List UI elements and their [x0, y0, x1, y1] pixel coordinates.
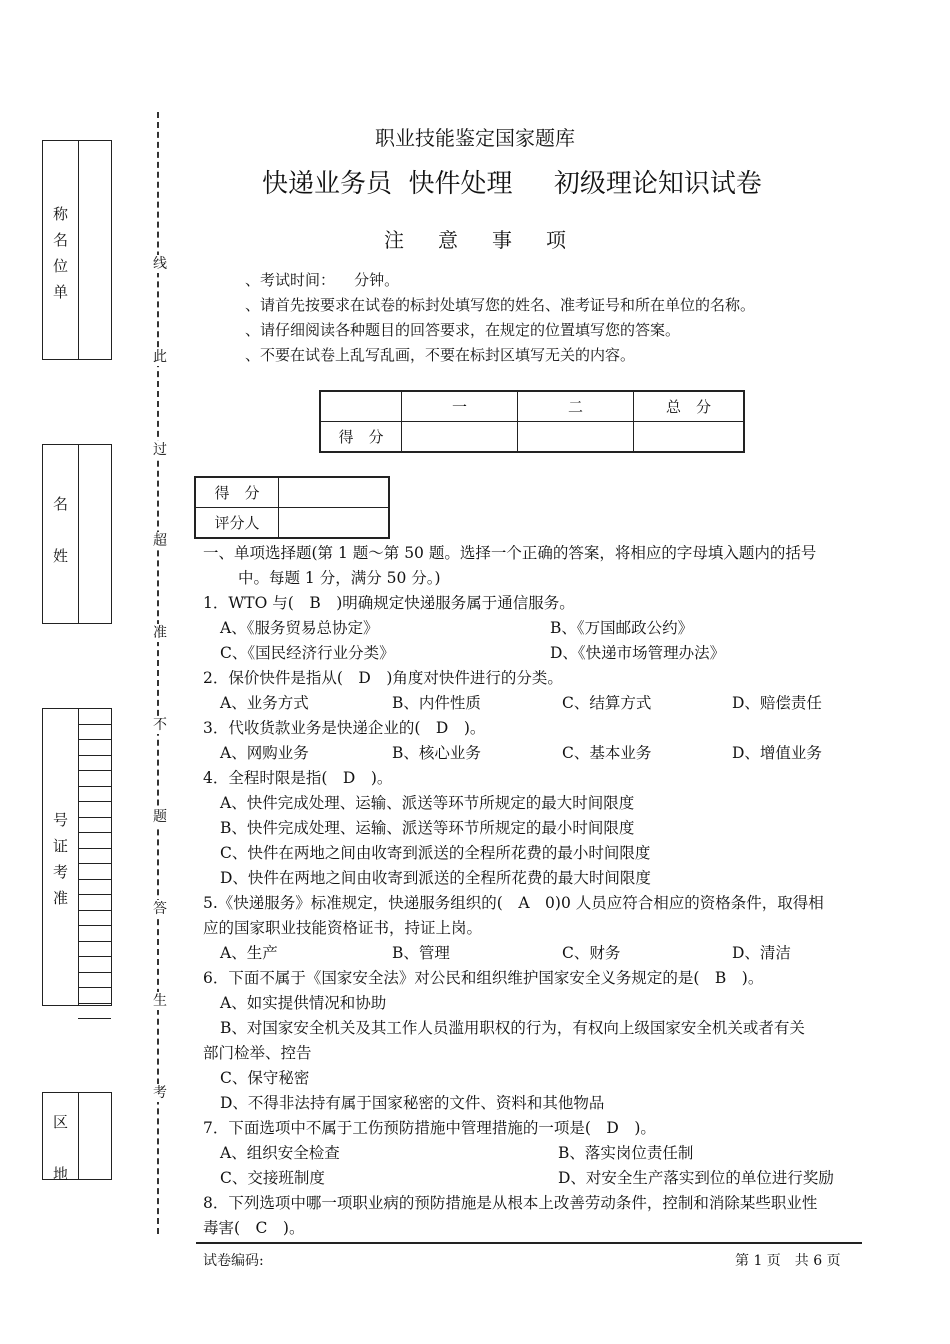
cut-char: 超 — [150, 532, 170, 550]
score-header — [320, 391, 402, 422]
option: A、《服务贸易总协定》 — [220, 619, 379, 637]
option: A、网购业务 — [220, 744, 309, 762]
cut-char: 不 — [150, 716, 170, 734]
option: C、结算方式 — [562, 694, 652, 712]
footer-rule — [196, 1242, 862, 1244]
score-cell[interactable] — [518, 422, 634, 453]
region-box[interactable] — [42, 1092, 112, 1183]
question-stem: 8．下列选项中哪一项职业病的预防措施是从根本上改善劳动条件，控制和消除某些职业性 — [203, 1194, 818, 1212]
option: C、基本业务 — [562, 744, 652, 762]
grader-cell[interactable] — [279, 508, 390, 539]
unit-name-label: 称 名 位 单 — [52, 205, 68, 301]
option: B、《万国邮政公约》 — [550, 619, 694, 637]
cut-char: 题 — [150, 808, 170, 826]
paper-title: 快递业务员 快件处理 初级理论知识试卷 — [262, 169, 762, 199]
score-header: 一 — [402, 391, 518, 422]
question-stem: 6．下面不属于《国家安全法》对公民和组织维护国家安全义务规定的是( B )。 — [203, 969, 764, 987]
cut-char: 考 — [150, 1084, 170, 1102]
question-stem: 4．全程时限是指( D )。 — [203, 769, 393, 787]
option: A、快件完成处理、运输、派送等环节所规定的最大时间限度 — [220, 794, 635, 812]
notice-item: 、请首先按要求在试卷的标封处填写您的姓名、准考证号和所在单位的名称。 — [245, 296, 756, 314]
option: C、《国民经济行业分类》 — [220, 644, 395, 662]
option: B、内件性质 — [392, 694, 481, 712]
question-stem: 5.《快递服务》标准规定，快递服务组织的( A 0)0 人员应符合相应的资格条件，取得相 — [203, 894, 824, 912]
grader-label: 评分人 — [195, 508, 279, 539]
question-stem: 7．下面选项中不属于工伤预防措施中管理措施的一项是( D )。 — [203, 1119, 656, 1137]
score-table — [319, 390, 745, 453]
grader-table — [194, 476, 390, 539]
option: D、清洁 — [732, 944, 791, 962]
option: D、增值业务 — [732, 744, 822, 762]
name-label: 名 姓 — [52, 495, 68, 565]
section-heading: 一、单项选择题(第 1 题～第 50 题。选择一个正确的答案，将相应的字母填入题内的括号 — [203, 544, 817, 562]
cut-char: 此 — [150, 348, 170, 366]
cut-char: 线 — [150, 255, 170, 273]
cut-char: 生 — [150, 992, 170, 1010]
option: A、如实提供情况和协助 — [220, 994, 387, 1012]
option: D、《快递市场管理办法》 — [550, 644, 726, 662]
notice-item: 、请仔细阅读各种题目的回答要求，在规定的位置填写您的答案。 — [245, 321, 681, 339]
exam-id-label: 号 证 考 准 — [52, 811, 68, 907]
question-stem: 2．保价快件是指从( D )角度对快件进行的分类。 — [203, 669, 563, 687]
option: C、保守秘密 — [220, 1069, 310, 1087]
option: B、核心业务 — [392, 744, 481, 762]
notice-item: 、不要在试卷上乱写乱画，不要在标封区填写无关的内容。 — [245, 346, 636, 364]
option: D、快件在两地之间由收寄到派送的全程所花费的最大时间限度 — [220, 869, 651, 887]
option: C、快件在两地之间由收寄到派送的全程所花费的最小时间限度 — [220, 844, 651, 862]
option: C、交接班制度 — [220, 1169, 325, 1187]
option: B、对国家安全机关及其工作人员滥用职权的行为，有权向上级国家安全机关或者有关 — [220, 1019, 805, 1037]
option: A、生产 — [220, 944, 278, 962]
question-stem-cont: 毒害( C )。 — [203, 1219, 305, 1237]
option: D、不得非法持有属于国家秘密的文件、资料和其他物品 — [220, 1094, 605, 1112]
option: C、财务 — [562, 944, 621, 962]
name-box[interactable] — [42, 444, 112, 624]
score-header: 二 — [518, 391, 634, 422]
score-cell[interactable] — [634, 422, 745, 453]
score-row-label: 得 分 — [320, 422, 402, 453]
option: B、落实岗位责任制 — [558, 1144, 694, 1162]
notice-title: 注意事项 — [384, 228, 600, 252]
page-info: 第 1 页 共 6 页 — [735, 1253, 841, 1269]
score-header: 总 分 — [634, 391, 745, 422]
grader-score-label: 得 分 — [195, 477, 279, 508]
option: A、组织安全检查 — [220, 1144, 340, 1162]
exam-id-box[interactable] — [42, 708, 112, 1006]
region-label: 区 地 — [52, 1113, 68, 1183]
option: B、管理 — [392, 944, 450, 962]
paper-code-label: 试卷编码: — [203, 1253, 264, 1269]
cut-char: 准 — [150, 624, 170, 642]
score-cell[interactable] — [402, 422, 518, 453]
cut-char: 过 — [150, 441, 170, 459]
question-stem: 1．WTO 与( B )明确规定快递服务属于通信服务。 — [203, 594, 575, 612]
section-heading-cont: 中。每题 1 分，满分 50 分。) — [238, 569, 441, 587]
question-stem-cont: 应的国家职业技能资格证书，持证上岗。 — [203, 919, 483, 937]
grader-score-cell[interactable] — [279, 477, 390, 508]
option: D、赔偿责任 — [732, 694, 822, 712]
option: D、对安全生产落实到位的单位进行奖励 — [558, 1169, 834, 1187]
option-cont: 部门检举、控告 — [203, 1044, 312, 1062]
option: A、业务方式 — [220, 694, 309, 712]
cut-line — [157, 112, 159, 1234]
bank-title: 职业技能鉴定国家题库 — [375, 126, 575, 150]
option: B、快件完成处理、运输、派送等环节所规定的最小时间限度 — [220, 819, 635, 837]
exam-id-grid[interactable] — [78, 709, 111, 1005]
notice-item: 、考试时间： 分钟。 — [245, 271, 400, 289]
question-stem: 3．代收货款业务是快递企业的( D )。 — [203, 719, 486, 737]
cut-char: 答 — [150, 900, 170, 918]
